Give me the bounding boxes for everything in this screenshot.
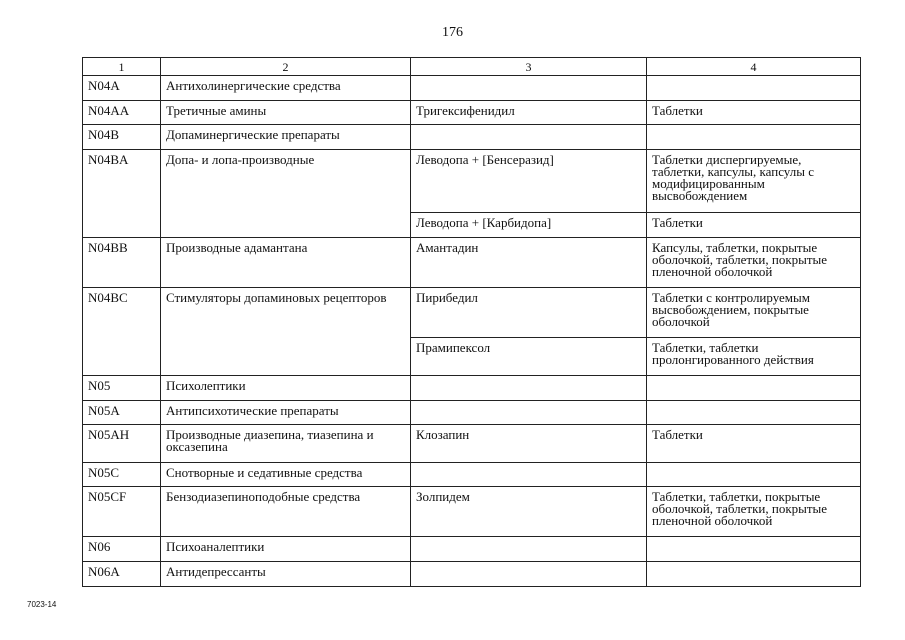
- table-row: [83, 125, 861, 150]
- drug-table: [82, 57, 861, 587]
- dosage-form: [647, 562, 861, 587]
- atc-code: N04BB: [83, 238, 161, 288]
- dosage-form: Таблетки: [647, 425, 861, 463]
- dosage-form: [647, 125, 861, 150]
- group-name: Антипсихотические препараты: [161, 401, 411, 425]
- dosage-form: [647, 401, 861, 425]
- group-name: Допаминергические препараты: [161, 125, 411, 150]
- table-row: [83, 238, 861, 288]
- table-header-row: [83, 58, 861, 76]
- drug-name: [411, 537, 647, 562]
- page-number: 176: [442, 25, 463, 40]
- dosage-form: Капсулы, таблетки, покрытые оболочкой, таблетки, покрытые пленочной оболочкой: [647, 238, 861, 288]
- table-row: [83, 562, 861, 587]
- group-name: Производные диазепина, тиазепина и оксазепина: [161, 425, 411, 463]
- dosage-form: Таблетки: [647, 101, 861, 125]
- drug-name: Пирибедил: [411, 288, 647, 338]
- atc-code: N05CF: [83, 487, 161, 537]
- dosage-form: Таблетки: [647, 213, 861, 238]
- drug-name: Прамипексол: [411, 338, 647, 376]
- drug-name: [411, 401, 647, 425]
- drug-name: Леводопа + [Бенсеразид]: [411, 150, 647, 213]
- group-name: Антидепрессанты: [161, 562, 411, 587]
- table-row: [83, 425, 861, 463]
- group-name: Антихолинергические средства: [161, 76, 411, 101]
- table-row: [83, 101, 861, 125]
- drug-name: [411, 125, 647, 150]
- dosage-form: [647, 463, 861, 487]
- column-header-4: 4: [647, 58, 861, 76]
- group-name: Производные адамантана: [161, 238, 411, 288]
- atc-code: N05AH: [83, 425, 161, 463]
- group-name: Стимуляторы допаминовых рецепторов: [161, 288, 411, 376]
- drug-name: [411, 463, 647, 487]
- dosage-form: [647, 537, 861, 562]
- table-row: [83, 537, 861, 562]
- drug-name: [411, 376, 647, 401]
- group-name: Третичные амины: [161, 101, 411, 125]
- group-name: Бензодиазепиноподобные средства: [161, 487, 411, 537]
- drug-name: Клозапин: [411, 425, 647, 463]
- drug-name: [411, 562, 647, 587]
- dosage-form: Таблетки, таблетки, покрытые оболочкой, таблетки, покрытые пленочной оболочкой: [647, 487, 861, 537]
- table-row: [83, 150, 861, 213]
- dosage-form: Таблетки, таблетки пролонгированного действия: [647, 338, 861, 376]
- atc-code: N05C: [83, 463, 161, 487]
- table-row: [83, 487, 861, 537]
- atc-code: N04B: [83, 125, 161, 150]
- dosage-form: Таблетки диспергируемые, таблетки, капсулы, капсулы с модифицированным высвобождением: [647, 150, 861, 213]
- group-name: Психолептики: [161, 376, 411, 401]
- atc-code: N04AA: [83, 101, 161, 125]
- table-row: [83, 463, 861, 487]
- atc-code: N04BC: [83, 288, 161, 376]
- drug-name: [411, 76, 647, 101]
- column-header-2: 2: [161, 58, 411, 76]
- atc-code: N05: [83, 376, 161, 401]
- table-row: [83, 401, 861, 425]
- atc-code: N04BA: [83, 150, 161, 238]
- table-row: [83, 76, 861, 101]
- group-name: Допа- и лопа-производные: [161, 150, 411, 238]
- drug-name: Леводопа + [Карбидопа]: [411, 213, 647, 238]
- footer-code: 7023-14: [27, 600, 57, 609]
- group-name: Снотворные и седативные средства: [161, 463, 411, 487]
- column-header-1: 1: [83, 58, 161, 76]
- drug-name: Амантадин: [411, 238, 647, 288]
- dosage-form: [647, 376, 861, 401]
- group-name: Психоаналептики: [161, 537, 411, 562]
- drug-name: Тригексифенидил: [411, 101, 647, 125]
- atc-code: N06A: [83, 562, 161, 587]
- atc-code: N06: [83, 537, 161, 562]
- atc-code: N04A: [83, 76, 161, 101]
- column-header-3: 3: [411, 58, 647, 76]
- dosage-form: [647, 76, 861, 101]
- table-row: [83, 376, 861, 401]
- dosage-form: Таблетки с контролируемым высвобождением, покрытые оболочкой: [647, 288, 861, 338]
- table-row: [83, 288, 861, 338]
- atc-code: N05A: [83, 401, 161, 425]
- drug-name: Золпидем: [411, 487, 647, 537]
